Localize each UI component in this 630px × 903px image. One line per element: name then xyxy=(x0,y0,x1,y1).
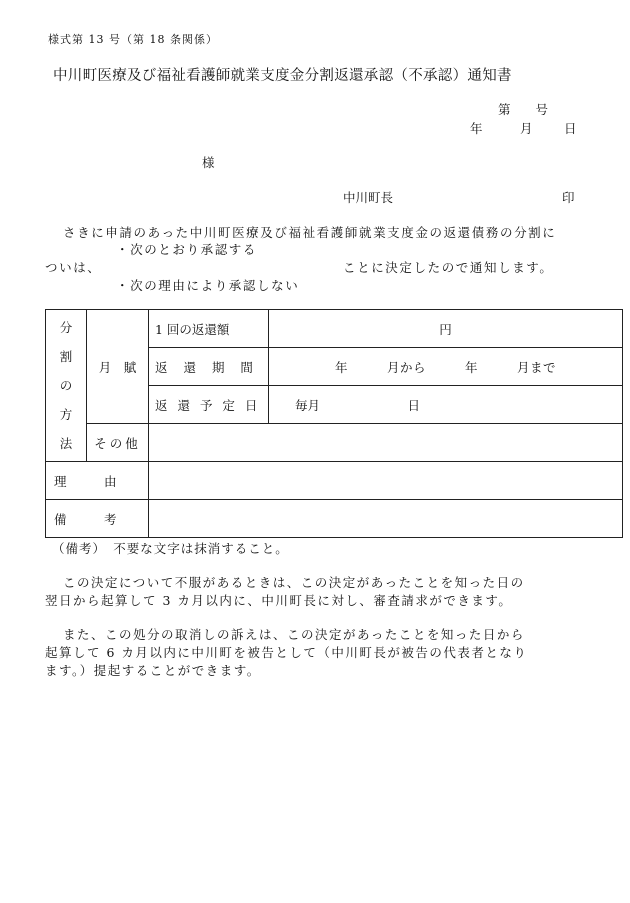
installment-amount-field: 円 xyxy=(269,310,623,348)
document-title: 中川町医療及び福祉看護師就業支度金分割返還承認（不承認）通知書 xyxy=(53,68,512,84)
installment-amount-label: 1 回の返還額 xyxy=(149,310,269,348)
reason-field xyxy=(149,462,623,500)
lawsuit-paragraph-line-3: ます。）提起することができます。 xyxy=(45,663,261,678)
repayment-method-table xyxy=(45,309,623,538)
issuer-name: 中川町長 xyxy=(343,190,394,205)
method-label: 分 割 の 方 法 xyxy=(46,310,87,462)
note-field xyxy=(149,500,623,538)
appeal-paragraph-line-1: この決定について不服があるときは、この決定があったことを知った日の xyxy=(63,575,525,590)
appeal-paragraph-line-2: 翌日から起算して 3 カ月以内に、中川町長に対し、審査請求ができます。 xyxy=(45,593,513,608)
body-line-1: さきに申請のあった中川町医療及び福祉看護師就業支度金の返還債務の分割に xyxy=(63,225,557,240)
seal-mark: 印 xyxy=(562,190,575,205)
scheduled-date-field: 毎月 日 xyxy=(269,386,623,424)
body-line-2-right: ことに決定したので通知します。 xyxy=(343,260,554,275)
other-method-label: その他 xyxy=(87,424,149,462)
document-number-label: 第 号 xyxy=(498,102,549,117)
monthly-installment-label: 月 賦 xyxy=(87,310,149,424)
option-approve: ・次のとおり承認する xyxy=(116,242,258,257)
lawsuit-paragraph-line-1: また、この処分の取消しの訴えは、この決定があったことを知った日から xyxy=(63,627,525,642)
body-line-2-left: ついは、 xyxy=(45,260,102,275)
option-reject: ・次の理由により承認しない xyxy=(116,278,300,293)
remarks-note: （備考） 不要な文字は抹消すること。 xyxy=(52,541,289,556)
repayment-period-label: 返 還 期 間 xyxy=(149,348,269,386)
form-number: 様式第 13 号（第 18 条関係） xyxy=(48,33,218,46)
lawsuit-paragraph-line-2: 起算して 6 カ月以内に中川町を被告として（中川町長が被告の代表者となり xyxy=(45,645,528,660)
scheduled-date-label: 返 還 予 定 日 xyxy=(149,386,269,424)
addressee-suffix: 様 xyxy=(202,155,215,170)
day-label: 日 xyxy=(564,121,577,136)
year-label: 年 xyxy=(470,121,483,136)
month-label: 月 xyxy=(520,121,533,136)
note-label: 備 考 xyxy=(46,500,149,538)
reason-label: 理 由 xyxy=(46,462,149,500)
other-method-field xyxy=(149,424,623,462)
repayment-period-field: 年 月から 年 月まで xyxy=(269,348,623,386)
